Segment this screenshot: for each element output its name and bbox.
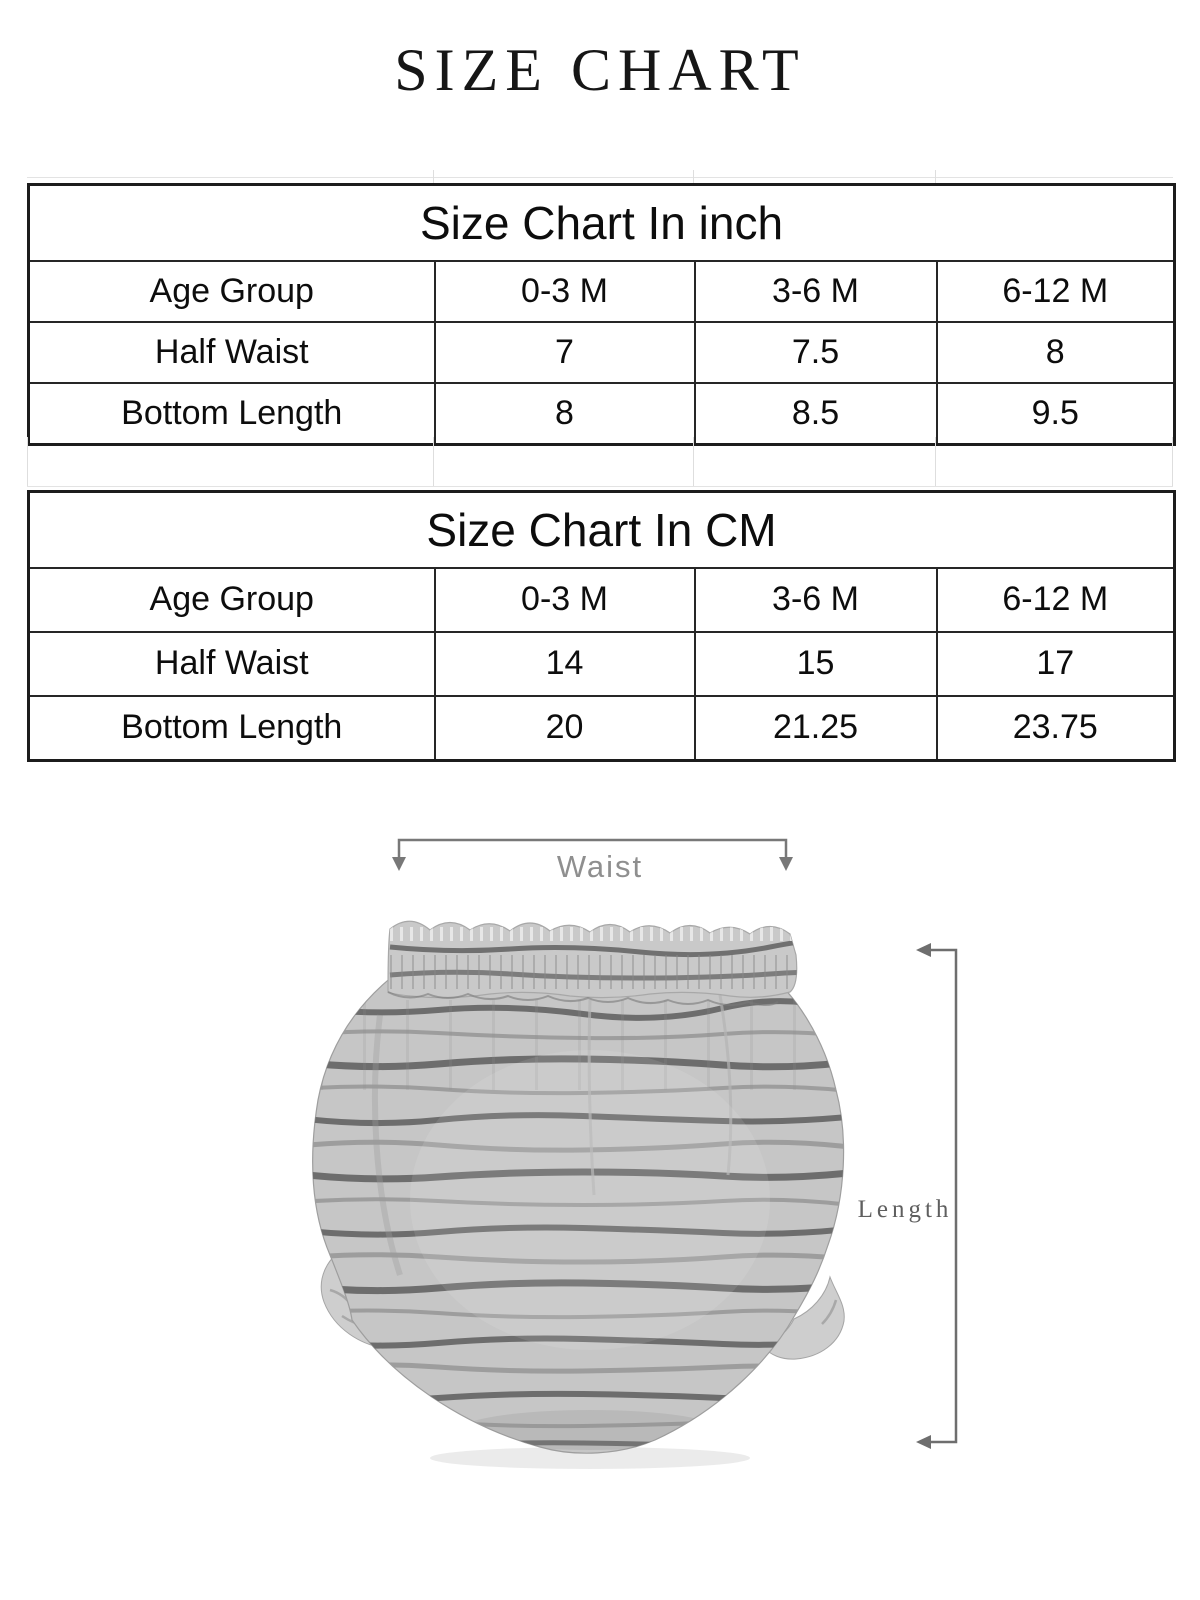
cell-value: 7.5: [695, 322, 937, 383]
cell-value: 0-3 M: [435, 568, 695, 632]
gridline: [693, 437, 694, 487]
length-label: Length: [857, 1196, 953, 1223]
gridline: [935, 437, 936, 487]
cell-value: 8: [435, 383, 695, 445]
row-label: Bottom Length: [29, 383, 435, 445]
gridline: [693, 170, 694, 183]
gridline: [935, 170, 936, 183]
row-label: Age Group: [29, 568, 435, 632]
row-label: Half Waist: [29, 322, 435, 383]
cell-value: 3-6 M: [695, 261, 937, 322]
cell-value: 8: [937, 322, 1175, 383]
cell-value: 3-6 M: [695, 568, 937, 632]
cell-value: 23.75: [937, 696, 1175, 761]
gridline: [27, 437, 28, 487]
cell-value: 7: [435, 322, 695, 383]
table-title: Size Chart In inch: [29, 185, 1175, 262]
cell-value: 9.5: [937, 383, 1175, 445]
size-table-inch: [27, 183, 1176, 446]
gridline: [433, 437, 434, 487]
cell-value: 20: [435, 696, 695, 761]
cell-value: 0-3 M: [435, 261, 695, 322]
row-label: Bottom Length: [29, 696, 435, 761]
size-table-cm: [27, 490, 1176, 762]
waist-label: Waist: [556, 849, 644, 884]
gridline: [27, 486, 1173, 487]
row-label: Half Waist: [29, 632, 435, 696]
page-title: SIZE CHART: [394, 37, 806, 103]
table-title: Size Chart In CM: [29, 492, 1175, 569]
row-label: Age Group: [29, 261, 435, 322]
arrow-left-icon: [916, 1435, 931, 1449]
cell-value: 21.25: [695, 696, 937, 761]
cell-value: 6-12 M: [937, 568, 1175, 632]
bloomers-illustration: [0, 795, 1200, 1500]
cell-value: 6-12 M: [937, 261, 1175, 322]
arrow-left-icon: [916, 943, 931, 957]
cell-value: 15: [695, 632, 937, 696]
gridline: [27, 177, 1173, 178]
cell-value: 14: [435, 632, 695, 696]
cell-value: 8.5: [695, 383, 937, 445]
cell-value: 17: [937, 632, 1175, 696]
garment-waistband: [388, 921, 815, 1005]
gridline: [433, 170, 434, 183]
gridline: [1172, 437, 1173, 487]
